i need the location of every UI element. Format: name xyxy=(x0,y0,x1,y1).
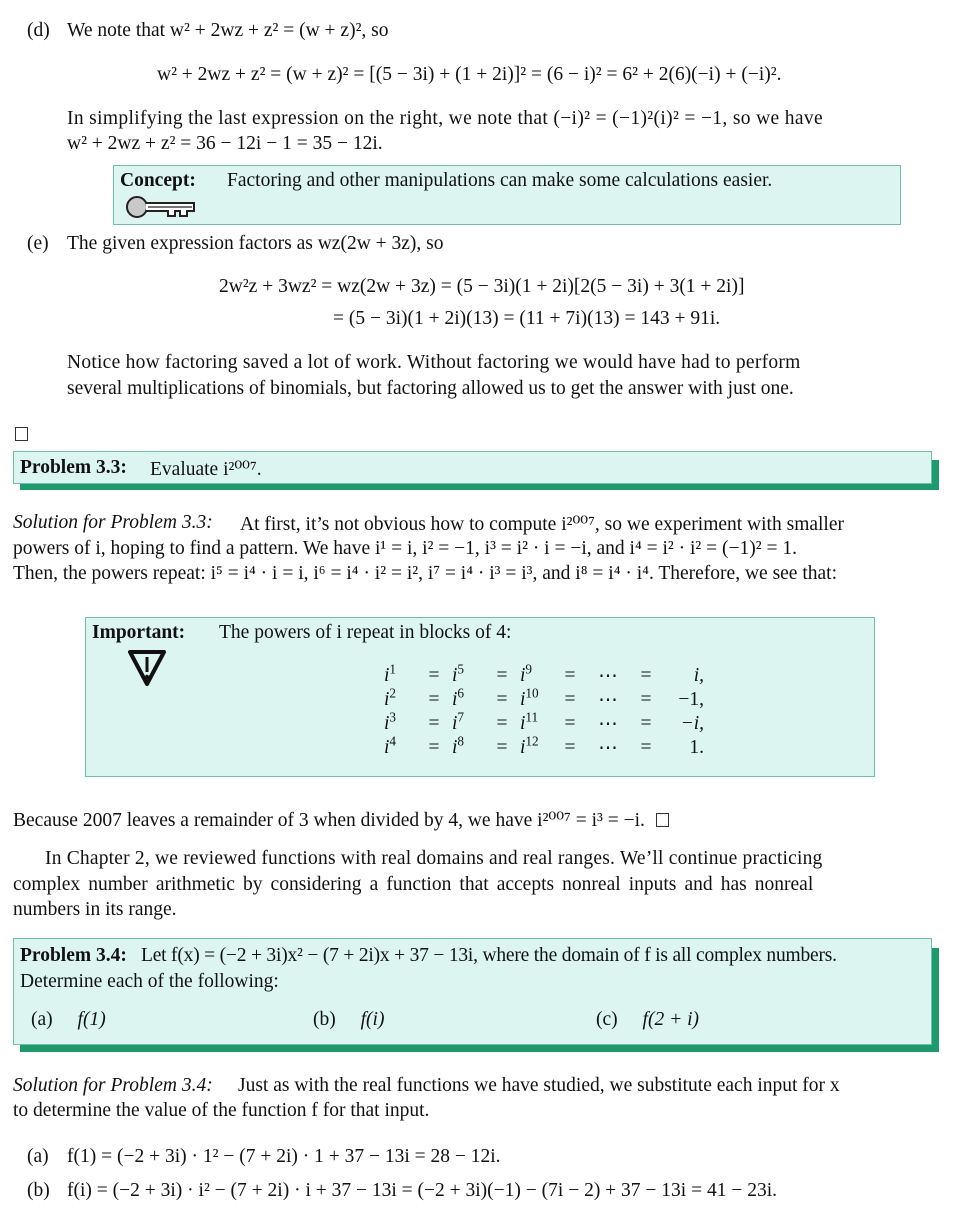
power-cell: $i^{12}$ xyxy=(520,733,539,758)
solution-3-4-line-1: Just as with the real functions we have studied, we substitute each input for x xyxy=(238,1075,840,1096)
part-e-note-1: Notice how factoring saved a lot of work. Without factoring we would have had to perform xyxy=(67,352,801,373)
concept-box xyxy=(113,165,901,225)
important-text: The powers of i repeat in blocks of 4: xyxy=(219,622,512,643)
problem-3-4-part-b xyxy=(313,1009,384,1031)
power-cell: $i^3$ xyxy=(384,709,397,734)
solution-3-4-a-expr: f(1) = (−2 + 3i) · 1² − (7 + 2i) · 1 + 37 − 13i = 28 − 12i. xyxy=(67,1146,501,1167)
problem-3-4-heading: Problem 3.4: xyxy=(20,945,127,966)
key-icon xyxy=(124,194,200,220)
solution-3-3-line-3: Then, the powers repeat: i⁵ = i⁴ · i = i, i⁶ = i⁴ · i² = i², i⁷ = i⁴ · i³ = i³, and i⁸ = i⁴ · i⁴. Therefore, we see that: xyxy=(13,563,837,584)
problem-3-3-text: Evaluate i²⁰⁰⁷. xyxy=(150,459,262,480)
part-e-note-2: several multiplications of binomials, but factoring allowed us to get the answer with just one. xyxy=(67,378,794,399)
equals-sign: = xyxy=(564,713,576,734)
power-cell: $i^7$ xyxy=(452,709,465,734)
problem-3-3-heading: Problem 3.3: xyxy=(20,457,127,478)
problem-3-4-box xyxy=(13,938,932,1045)
equals-sign: = xyxy=(428,713,440,734)
solution-3-3-line-2: powers of i, hoping to find a pattern. We have i¹ = i, i² = −1, i³ = i² · i = −i, and i⁴ = i² · i² = (−1)² = 1. xyxy=(13,538,797,559)
part-c-label: (c) xyxy=(596,1009,618,1030)
part-d-label: (d) xyxy=(27,20,50,41)
equals-sign: = xyxy=(428,737,440,758)
problem-3-3-box xyxy=(13,451,932,484)
equals-sign: = xyxy=(640,689,652,710)
solution-3-3-line-1: At first, it’s not obvious how to compute i²⁰⁰⁷, so we experiment with smaller xyxy=(240,514,844,535)
power-cell: $i^5$ xyxy=(452,661,465,686)
powers-row xyxy=(384,712,704,736)
ellipsis: ⋯ xyxy=(598,738,618,759)
equals-sign: = xyxy=(428,665,440,686)
power-value: −1, xyxy=(678,689,704,710)
solution-3-4-b-expr: f(i) = (−2 + 3i) · i² − (7 + 2i) · i + 37 − 13i = (−2 + 3i)(−1) − (7i − 2) + 37 − 13i = 41 − 23i. xyxy=(67,1180,778,1201)
solution-3-4-line-2: to determine the value of the function f for that input. xyxy=(13,1100,430,1121)
problem-3-4-part-a xyxy=(31,1009,106,1031)
chapter-para-line-1: In Chapter 2, we reviewed functions with real domains and real ranges. We’ll continue practicing xyxy=(45,848,823,869)
equals-sign: = xyxy=(496,689,508,710)
part-a-label: (a) xyxy=(31,1009,53,1030)
power-cell: $i^9$ xyxy=(520,661,533,686)
part-e-display-1: 2w²z + 3wz² = wz(2w + 3z) = (5 − 3i)(1 + 2i)[2(5 − 3i) + 3(1 + 2i)] xyxy=(219,276,745,297)
ellipsis: ⋯ xyxy=(598,666,618,687)
part-d-line-2: w² + 2wz + z² = 36 − 12i − 1 = 35 − 12i. xyxy=(67,133,383,154)
part-b-expr: f(i) xyxy=(360,1009,385,1030)
chapter-para-line-2: complex number arithmetic by considering a function that accepts nonreal inputs and has nonreal xyxy=(13,874,814,895)
concept-heading: Concept: xyxy=(120,170,196,191)
solution-3-4-b-label: (b) xyxy=(27,1180,50,1201)
powers-row xyxy=(384,664,704,688)
equals-sign: = xyxy=(640,665,652,686)
conclusion-3-3-text: Because 2007 leaves a remainder of 3 when divided by 4, we have i²⁰⁰⁷ = i³ = −i. xyxy=(13,810,645,831)
ellipsis: ⋯ xyxy=(598,714,618,735)
power-cell: $i^8$ xyxy=(452,733,465,758)
power-value: 1. xyxy=(689,737,704,758)
powers-row xyxy=(384,688,704,712)
part-a-expr: f(1) xyxy=(77,1009,106,1030)
warning-icon xyxy=(126,648,168,688)
qed-box-icon xyxy=(15,424,28,446)
power-value: i, xyxy=(693,665,704,686)
part-d-intro: We note that w² + 2wz + z² = (w + z)², so xyxy=(67,20,389,41)
solution-3-4-a-label: (a) xyxy=(27,1146,49,1167)
power-cell: $i^{11}$ xyxy=(520,709,539,734)
important-heading: Important: xyxy=(92,622,186,643)
part-d-display-equation: w² + 2wz + z² = (w + z)² = [(5 − 3i) + (1 + 2i)]² = (6 − i)² = 6² + 2(6)(−i) + (−i)². xyxy=(157,64,782,85)
part-c-expr: f(2 + i) xyxy=(642,1009,700,1030)
qed-box-icon xyxy=(656,813,669,827)
power-value: −i, xyxy=(680,713,704,734)
equals-sign: = xyxy=(428,689,440,710)
solution-3-3-label: Solution for Problem 3.3: xyxy=(13,512,213,533)
equals-sign: = xyxy=(564,665,576,686)
problem-3-4-part-c xyxy=(596,1009,699,1031)
chapter-para-line-3: numbers in its range. xyxy=(13,899,177,920)
problem-3-4-line-1: Let f(x) = (−2 + 3i)x² − (7 + 2i)x + 37 − 13i, where the domain of f is all complex numbers. xyxy=(141,945,837,966)
conclusion-3-3 xyxy=(13,808,669,832)
part-e-label: (e) xyxy=(27,233,49,254)
power-cell: $i^4$ xyxy=(384,733,397,758)
powers-of-i-table xyxy=(384,661,704,760)
equals-sign: = xyxy=(564,689,576,710)
power-cell: $i^2$ xyxy=(384,685,397,710)
part-e-display-2: = (5 − 3i)(1 + 2i)(13) = (11 + 7i)(13) = 143 + 91i. xyxy=(333,308,721,329)
ellipsis: ⋯ xyxy=(598,690,618,711)
part-b-label: (b) xyxy=(313,1009,336,1030)
power-cell: $i^{10}$ xyxy=(520,685,539,710)
important-box xyxy=(85,617,875,777)
equals-sign: = xyxy=(496,713,508,734)
equals-sign: = xyxy=(496,665,508,686)
solution-3-4-label: Solution for Problem 3.4: xyxy=(13,1075,213,1096)
equals-sign: = xyxy=(640,737,652,758)
equals-sign: = xyxy=(640,713,652,734)
equals-sign: = xyxy=(496,737,508,758)
equals-sign: = xyxy=(564,737,576,758)
power-cell: $i^6$ xyxy=(452,685,465,710)
powers-row xyxy=(384,736,704,760)
problem-3-4-line-2: Determine each of the following: xyxy=(20,971,279,992)
part-d-line-1: In simplifying the last expression on the right, we note that (−i)² = (−1)²(i)² = −1, so we have xyxy=(67,108,823,129)
concept-text: Factoring and other manipulations can make some calculations easier. xyxy=(227,170,773,191)
power-cell: $i^1$ xyxy=(384,661,397,686)
part-e-intro: The given expression factors as wz(2w + 3z), so xyxy=(67,233,444,254)
